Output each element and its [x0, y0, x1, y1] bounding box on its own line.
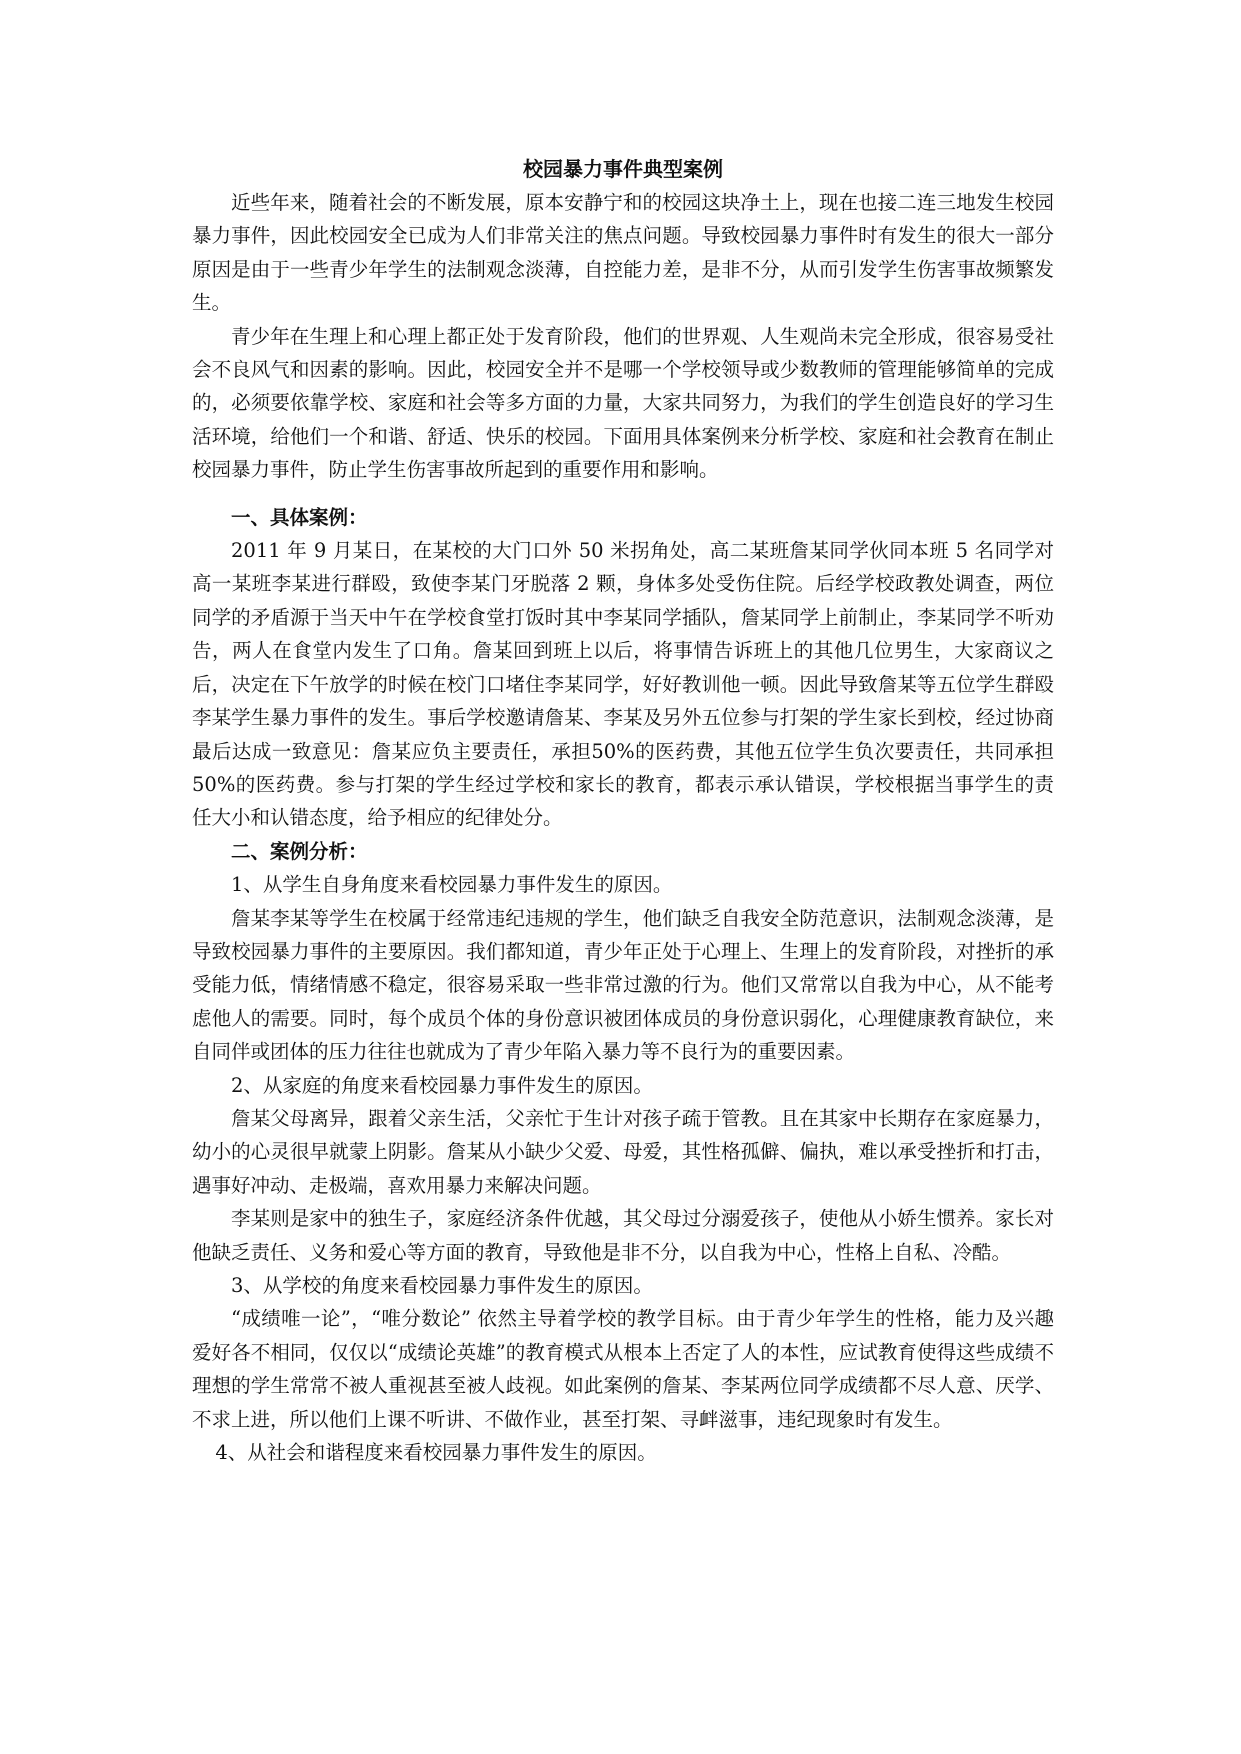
section-heading-case: 一、具体案例： — [231, 505, 368, 529]
analysis-item-2-heading: 2、从家庭的角度来看校园暴力事件发生的原因。 — [231, 1073, 653, 1097]
analysis-item-1-body: 詹某李某等学生在校属于经常违纪违规的学生，他们缺乏自我安全防范意识，法制观念淡薄，是导致校园暴力事件的主要原因。我们都知道，青少年正处于心理上、生理上的发育阶段，对挫折的承受能力低，情绪情感不稳定，很容易采取一些非常过激的行为。他们又常常以自我为中心，从不能考虑他人的需要。同时，每个成员个体的身份意识被团体成员的身份意识弱化，心理健康教育缺位，来自同伴或团体的压力往往也就成为了青少年陷入暴力等不良行为的重要因素。 — [192, 906, 1054, 1064]
analysis-item-3-body: “成绩唯一论”，“唯分数论” 依然主导着学校的教学目标。由于青少年学生的性格，能力及兴趣爱好各不相同，仅仅以“成绩论英雄”的教育模式从根本上否定了人的本性，应试教育使得这些成绩不理想的学生常常不被人重视甚至被人歧视。如此案例的詹某、李某两位同学成绩都不尽人意、厌学、不求上进，所以他们上课不听讲、不做作业，甚至打架、寻衅滋事，违纪现象时有发生。 — [192, 1307, 1054, 1431]
document-page — [192, 152, 1054, 1469]
section-heading-analysis: 二、案例分析： — [231, 839, 368, 863]
case-paragraph: 2011 年 9 月某日，在某校的大门口外 50 米拐角处，高二某班詹某同学伙同本班 5 名同学对高一某班李某进行群殴，致使李某门牙脱落 2 颗，身体多处受伤住院。后经学校政教处调查，两位同学的矛盾源于当天中午在学校食堂打饭时其中李某同学插队，詹某同学上前制止，李某同学不听劝告，两人在食堂内发生了口角。詹某回到班上以后，将事情告诉班上的其他几位男生，大家商议之后，决定在下午放学的时候在校门口堵住李某同学，好好教训他一顿。因此导致詹某等五位学生群殴李某学生暴力事件的发生。事后学校邀请詹某、李某及另外五位参与打架的学生家长到校，经过协商最后达成一致意见：詹某应负主要责任，承担50%的医药费，其他五位学生负次要责任，共同承担 50%的医药费。参与打架的学生经过学校和家长的教育，都表示承认错误，学校根据当事学生的责任大小和认错态度，给予相应的纪律处分。 — [192, 539, 1054, 830]
analysis-item-3-heading: 3、从学校的角度来看校园暴力事件发生的原因。 — [231, 1274, 653, 1297]
analysis-item-1-heading: 1、从学生自身角度来看校园暴力事件发生的原因。 — [231, 873, 673, 897]
analysis-item-2-body-a: 詹某父母离异，跟着父亲生活，父亲忙于生计对孩子疏于管教。且在其家中长期存在家庭暴力，幼小的心灵很早就蒙上阴影。詹某从小缺少父爱、母爱，其性格孤僻、偏执，难以承受挫折和打击，遇事好冲动、走极端，喜欢用暴力来解决问题。 — [192, 1106, 1054, 1197]
intro-paragraph-1: 近些年来，随着社会的不断发展，原本安静宁和的校园这块净土上，现在也接二连三地发生校园暴力事件，因此校园安全已成为人们非常关注的焦点问题。导致校园暴力事件时有发生的很大一部分原因是由于一些青少年学生的法制观念淡薄，自控能力差，是非不分，从而引发学生伤害事故频繁发生。 — [192, 191, 1054, 315]
analysis-item-2-body-b: 李某则是家中的独生子，家庭经济条件优越，其父母过分溺爱孩子，使他从小娇生惯养。家长对他缺乏责任、义务和爱心等方面的教育，导致他是非不分，以自我为中心，性格上自私、冷酷。 — [192, 1207, 1054, 1264]
intro-paragraph-2: 青少年在生理上和心理上都正处于发育阶段，他们的世界观、人生观尚未完全形成，很容易受社会不良风气和因素的影响。因此，校园安全并不是哪一个学校领导或少数教师的管理能够简单的完成的，必须要依靠学校、家庭和社会等多方面的力量，大家共同努力，为我们的学生创造良好的学习生活环境，给他们一个和谐、舒适、快乐的校园。下面用具体案例来分析学校、家庭和社会教育在制止校园暴力事件，防止学生伤害事故所起到的重要作用和影响。 — [192, 324, 1054, 482]
document-title: 校园暴力事件典型案例 — [523, 157, 723, 181]
analysis-item-4-heading: 4、从社会和谐程度来看校园暴力事件发生的原因。 — [215, 1441, 657, 1465]
